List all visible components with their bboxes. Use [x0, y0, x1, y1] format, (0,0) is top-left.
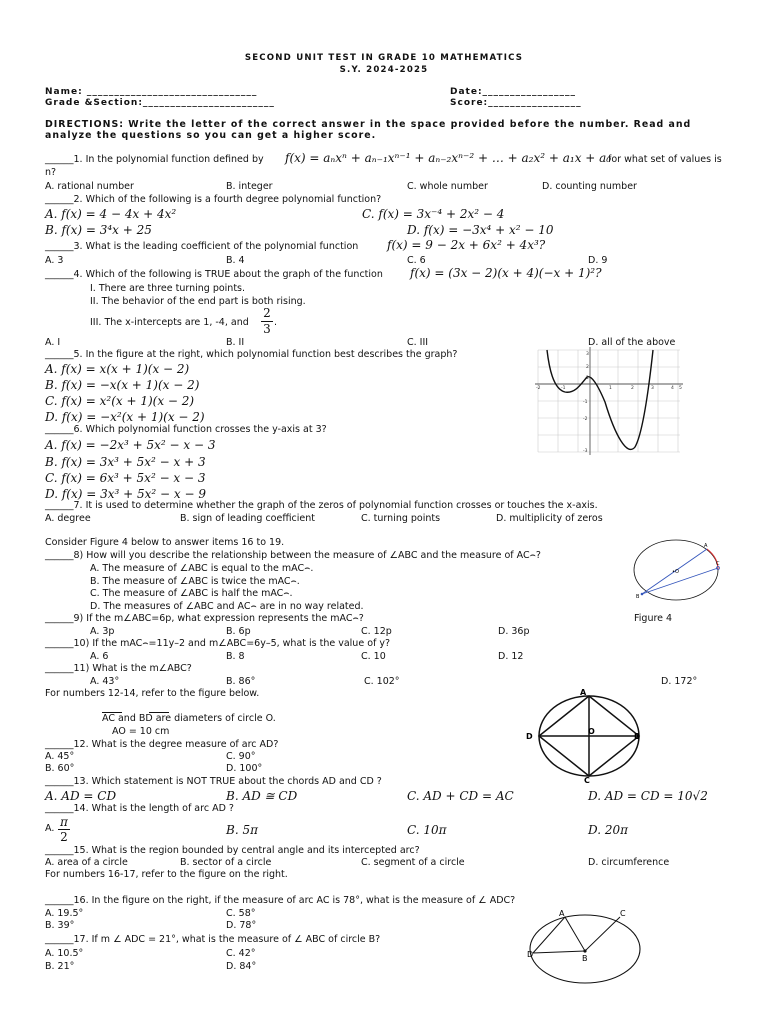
- y-tick-neg1: -1: [583, 400, 588, 405]
- y-tick-1: 1: [586, 376, 589, 381]
- q4-choice-a: A. I: [45, 337, 61, 348]
- q5-choice-c: C. f(x) = x²(x + 1)(x − 2): [45, 394, 195, 408]
- fig16-a-label: A: [559, 909, 565, 918]
- q16-choice-c: C. 58°: [226, 908, 256, 919]
- school-year: S.Y. 2024-2025: [339, 65, 429, 75]
- q17-stem: ______17. If m ∠ ADC = 21°, what is the measure of ∠ ABC of circle B?: [45, 934, 381, 945]
- fig12-b-label: B: [634, 732, 641, 741]
- date-field: Date:_________________: [450, 87, 577, 97]
- q3-formula: f(x) = 9 − 2x + 6x² + 4x³?: [387, 238, 546, 252]
- q6-choice-a: A. f(x) = −2x³ + 5x² − x − 3: [45, 438, 216, 452]
- q14-choice-d: D. 20π: [588, 823, 628, 837]
- fig16-d-label: D: [527, 950, 534, 959]
- fig12-a-label: A: [580, 688, 587, 697]
- q13-choice-d: D. AD = CD = 10√2: [588, 789, 708, 803]
- y-tick-neg2: -2: [583, 417, 588, 422]
- q12-choice-d: D. 100°: [226, 763, 263, 774]
- q1-choice-a: A. rational number: [45, 181, 134, 192]
- q15-choice-a: A. area of a circle: [45, 857, 128, 868]
- q9-choice-c: C. 12p: [361, 626, 392, 637]
- q12-stem: ______12. What is the degree measure of arc AD?: [45, 739, 279, 750]
- directions-line-2: analyze the questions so you can get a higher score.: [45, 130, 377, 141]
- q2-choice-c: C. f(x) = 3x⁻⁴ + 2x² − 4: [362, 207, 505, 221]
- q17-choice-b: B. 21°: [45, 961, 75, 972]
- figure-4-label: Figure 4: [634, 613, 673, 624]
- q5-choice-a: A. f(x) = x(x + 1)(x − 2): [45, 362, 190, 376]
- q16-choice-a: A. 19.5°: [45, 908, 84, 919]
- q4-frac-tail: .: [274, 317, 278, 328]
- fig16-intro: For numbers 16-17, refer to the figure on the right.: [45, 869, 288, 880]
- fig12-c-label: C: [584, 776, 590, 785]
- q10-choice-b: B. 8: [226, 651, 245, 662]
- q14-frac-num: π: [60, 815, 68, 829]
- q13-stem: ______13. Which statement is NOT TRUE about the chords AD and CD ?: [45, 776, 382, 787]
- q4-stem: ______4. Which of the following is TRUE about the graph of the function: [45, 269, 383, 280]
- q10-choice-d: D. 12: [498, 651, 524, 662]
- fig12-d-label: D: [526, 732, 533, 741]
- q14-choice-a-label: A.: [45, 823, 55, 834]
- q1-choice-d: D. counting number: [542, 181, 637, 192]
- x-tick-neg2: -2: [536, 386, 541, 391]
- q8-item-a: A. The measure of ∠ABC is equal to the mAC⌢.: [90, 563, 314, 574]
- fig4-c-label: C: [716, 561, 720, 567]
- q4-item-3: III. The x-intercepts are 1, -4, and: [90, 317, 249, 328]
- q9-choice-a: A. 3p: [90, 626, 115, 637]
- x-tick-5: 5: [679, 386, 682, 391]
- q4-item-2: II. The behavior of the end part is both rising.: [90, 296, 306, 307]
- fig16-b-label: B: [582, 954, 588, 963]
- q8-item-d: D. The measures of ∠ABC and AC⌢ are in no way related.: [90, 601, 364, 612]
- q3-choice-c: C. 6: [407, 255, 426, 266]
- x-tick-1: 1: [609, 386, 612, 391]
- fig12-intro: For numbers 12-14, refer to the figure below.: [45, 688, 260, 699]
- q3-choice-d: D. 9: [588, 255, 608, 266]
- q1-stem: ______1. In the polynomial function defined by: [45, 154, 264, 165]
- fig4-a-label: A: [704, 543, 708, 549]
- q7-choice-b: B. sign of leading coefficient: [180, 513, 315, 524]
- q1-tail2: n?: [45, 167, 57, 178]
- x-tick-4: 4: [671, 386, 674, 391]
- x-tick-2: 2: [631, 386, 634, 391]
- x-tick-3: 3: [651, 386, 654, 391]
- q5-stem: ______5. In the figure at the right, which polynomial function best describes the graph?: [45, 349, 458, 360]
- q6-stem: ______6. Which polynomial function crosses the y-axis at 3?: [45, 424, 327, 435]
- q1-tail: for what set of values is: [608, 154, 722, 165]
- q12-choice-c: C. 90°: [226, 751, 256, 762]
- q4-frac-num: 2: [263, 306, 271, 320]
- fig4-intro: Consider Figure 4 below to answer items 16 to 19.: [45, 537, 285, 548]
- q5-choice-b: B. f(x) = −x(x + 1)(x − 2): [45, 378, 200, 392]
- q1-choice-c: C. whole number: [407, 181, 488, 192]
- q6-choice-d: D. f(x) = 3x³ + 5x² − x − 9: [45, 487, 206, 501]
- figure-16-circle: [525, 905, 645, 989]
- q16-choice-d: D. 78°: [226, 920, 257, 931]
- ao-length: AO = 10 cm: [112, 726, 170, 737]
- fig4-b-label: B: [636, 594, 640, 600]
- y-tick-3: 3: [586, 352, 589, 357]
- q2-choice-b: B. f(x) = 3⁴x + 25: [45, 223, 152, 237]
- q16-choice-b: B. 39°: [45, 920, 75, 931]
- fig16-c-label: C: [620, 909, 626, 918]
- q10-stem: ______10) If the mAC⌢=11y–2 and m∠ABC=6y–5, what is the value of y?: [45, 638, 391, 649]
- q9-choice-b: B. 6p: [226, 626, 251, 637]
- q10-choice-a: A. 6: [90, 651, 109, 662]
- score-field: Score:_________________: [450, 98, 582, 108]
- y-tick-2: 2: [586, 365, 589, 370]
- q9-stem: ______9) If the m∠ABC=6p, what expression represents the mAC⌢?: [45, 613, 364, 624]
- q7-choice-c: C. turning points: [361, 513, 441, 524]
- q15-choice-c: C. segment of a circle: [361, 857, 465, 868]
- name-field: Name: _______________________________: [45, 87, 258, 97]
- q4-frac-den: 3: [263, 322, 271, 336]
- q5-choice-d: D. f(x) = −x²(x + 1)(x − 2): [45, 410, 205, 424]
- q12-choice-a: A. 45°: [45, 751, 75, 762]
- q15-choice-d: D. circumference: [588, 857, 670, 868]
- q1-formula: f(x) = aₙxⁿ + aₙ₋₁xⁿ⁻¹ + aₙ₋₂xⁿ⁻² + … + a₂x² + a₁x + a₀: [285, 151, 612, 165]
- q4-choice-c: C. III: [407, 337, 429, 348]
- q13-choice-b: B. AD ≅ CD: [226, 789, 298, 803]
- q4-formula: f(x) = (3x − 2)(x + 4)(−x + 1)²?: [410, 266, 602, 280]
- overline-bd: [149, 712, 169, 713]
- q6-choice-b: B. f(x) = 3x³ + 5x² − x + 3: [45, 455, 206, 469]
- y-tick-neg3: -3: [583, 449, 588, 454]
- figure-4-circle: [632, 538, 722, 602]
- q13-choice-a: A. AD = CD: [45, 789, 117, 803]
- q2-choice-a: A. f(x) = 4 − 4x + 4x²: [45, 207, 177, 221]
- q17-choice-c: C. 42°: [226, 948, 256, 959]
- diameters-statement: AC and BD are diameters of circle O.: [102, 713, 276, 724]
- q15-choice-b: B. sector of a circle: [180, 857, 272, 868]
- q14-frac-den: 2: [60, 830, 68, 844]
- polynomial-curve: [547, 350, 653, 449]
- q7-choice-a: A. degree: [45, 513, 91, 524]
- q7-stem: ______7. It is used to determine whether the graph of the zeros of polynomial function crosses or touches the x-axis.: [45, 500, 598, 511]
- q3-stem: ______3. What is the leading coefficient of the polynomial function: [45, 241, 359, 252]
- q3-choice-a: A. 3: [45, 255, 64, 266]
- figure-12-circle: [522, 686, 662, 786]
- x-tick-neg1: -1: [561, 386, 566, 391]
- q3-choice-b: B. 4: [226, 255, 245, 266]
- q16-stem: ______16. In the figure on the right, if the measure of arc AC is 78°, what is the measure of ∠ ADC?: [45, 895, 516, 906]
- q4-choice-d: D. all of the above: [588, 337, 676, 348]
- q6-choice-c: C. f(x) = 6x³ + 5x² − x − 3: [45, 471, 206, 485]
- q11-choice-d: D. 172°: [661, 676, 698, 687]
- q17-choice-d: D. 84°: [226, 961, 257, 972]
- q2-choice-d: D. f(x) = −3x⁴ + x² − 10: [407, 223, 554, 237]
- q1-choice-b: B. integer: [226, 181, 273, 192]
- q13-choice-c: C. AD + CD = AC: [407, 789, 514, 803]
- q11-choice-b: B. 86°: [226, 676, 256, 687]
- test-title: SECOND UNIT TEST IN GRADE 10 MATHEMATICS: [244, 53, 524, 63]
- grade-section-field: Grade &Section:________________________: [45, 98, 275, 108]
- q11-choice-c: C. 102°: [364, 676, 400, 687]
- q8-stem: ______8) How will you describe the relationship between the measure of ∠ABC and the measure of AC⌢?: [45, 550, 541, 561]
- polynomial-graph: [535, 347, 683, 455]
- q14-choice-c: C. 10π: [407, 823, 447, 837]
- q7-choice-d: D. multiplicity of zeros: [496, 513, 603, 524]
- q14-stem: ______14. What is the length of arc AD ?: [45, 803, 234, 814]
- graph-grid: [538, 350, 680, 452]
- q17-choice-a: A. 10.5°: [45, 948, 84, 959]
- q10-choice-c: C. 10: [361, 651, 386, 662]
- overline-ac: [102, 712, 122, 713]
- q11-choice-a: A. 43°: [90, 676, 120, 687]
- q4-choice-b: B. II: [226, 337, 245, 348]
- q2-stem: ______2. Which of the following is a fourth degree polynomial function?: [45, 194, 382, 205]
- directions-line-1: DIRECTIONS: Write the letter of the correct answer in the space provided before the number. Read and: [45, 119, 692, 130]
- q4-item-1: I. There are three turning points.: [90, 283, 246, 294]
- q8-item-b: B. The measure of ∠ABC is twice the mAC⌢.: [90, 576, 300, 587]
- q9-choice-d: D. 36p: [498, 626, 530, 637]
- q11-stem: ______11) What is the m∠ABC?: [45, 663, 192, 674]
- q8-item-c: C. The measure of ∠ABC is half the mAC⌢.: [90, 588, 293, 599]
- q15-stem: ______15. What is the region bounded by central angle and its intercepted arc?: [45, 845, 420, 856]
- q12-choice-b: B. 60°: [45, 763, 75, 774]
- fig12-o-label: O: [588, 727, 595, 736]
- q14-choice-b: B. 5π: [226, 823, 258, 837]
- fig4-o-label: •O: [672, 569, 679, 575]
